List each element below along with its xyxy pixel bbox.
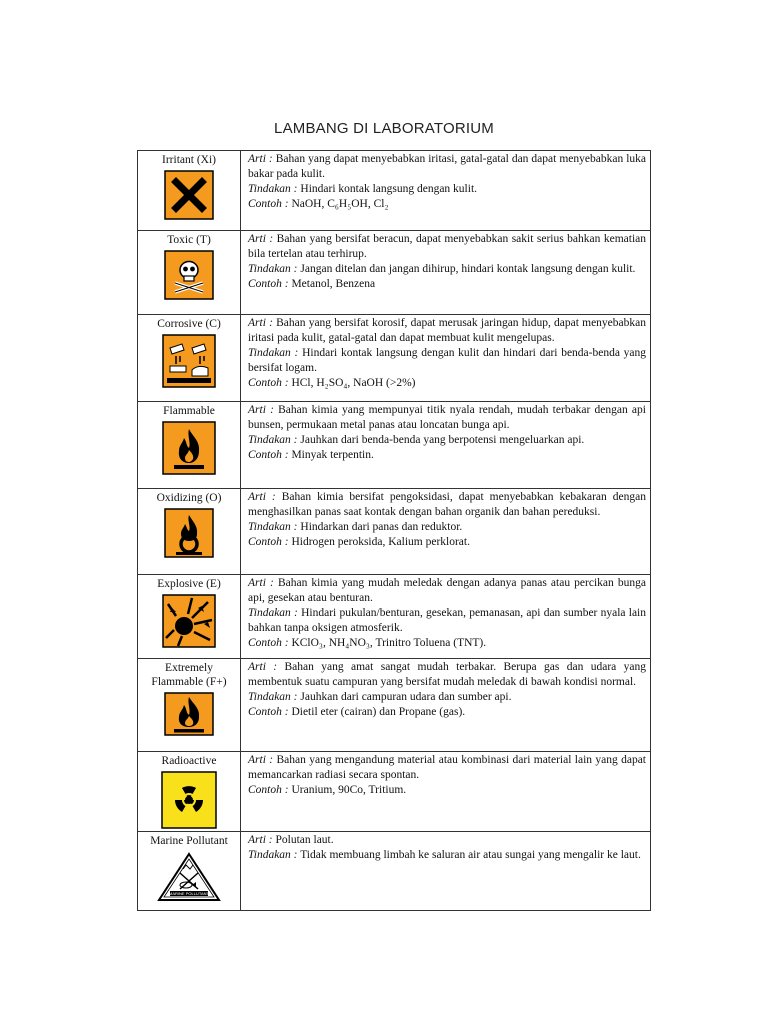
contoh-text: Hidrogen peroksida, Kalium perklorat. xyxy=(291,536,470,548)
arti-text: Bahan kimia yang mempunyai titik nyala rendah, mudah terbakar dengan api bunsen, permukaan metal panas atau loncatan bunga api. xyxy=(248,404,646,431)
tindakan-text: Hindari pukulan/benturan, gesekan, pemanasan, api dan sumber nyala lain bahkan tanpa oksigen atmosferik. xyxy=(248,607,646,634)
symbol-name: Oxidizing (O) xyxy=(156,492,222,504)
contoh-text: Uranium, 90Co, Tritium. xyxy=(291,784,407,796)
arti-label: Arti : xyxy=(248,577,274,589)
contoh-text: Metanol, Benzena xyxy=(291,278,376,290)
tindakan-label: Tindakan : xyxy=(248,849,298,861)
tindakan-text: Jauhkan dari benda-benda yang berpotensi mengeluarkan api. xyxy=(300,434,585,446)
arti-label: Arti : xyxy=(248,153,273,165)
contoh-label: Contoh : xyxy=(248,706,289,718)
arti-text: Polutan laut. xyxy=(275,834,334,846)
arti-label: Arti : xyxy=(248,491,276,503)
contoh-text: Dietil eter (cairan) dan Propane (gas). xyxy=(291,706,466,718)
contoh-label: Contoh : xyxy=(248,198,289,210)
arti-text: Bahan yang dapat menyebabkan iritasi, gatal-gatal dan dapat menyebabkan luka bakar pada kulit. xyxy=(248,153,646,180)
symbol-name: Extremely Flammable (F+) xyxy=(151,662,227,688)
corrosive-icon xyxy=(162,334,216,388)
tindakan-label: Tindakan : xyxy=(248,521,298,533)
flame-over-circle-icon xyxy=(164,508,214,558)
radiation-trefoil-icon xyxy=(161,771,217,829)
tindakan-text: Jangan ditelan dan jangan dihirup, hindari kontak langsung dengan kulit. xyxy=(300,263,636,275)
contoh-text: Minyak terpentin. xyxy=(291,449,374,461)
marine-pollutant-caption: MARINE POLLUTANT xyxy=(169,891,209,896)
contoh-label: Contoh : xyxy=(248,536,289,548)
tindakan-text: Hindari kontak langsung dengan kulit dan hindari dari benda-benda yang bersifat logam. xyxy=(248,347,647,374)
symbol-name: Radioactive xyxy=(161,755,217,767)
arti-label: Arti : xyxy=(248,233,274,245)
contoh-label: Contoh : xyxy=(248,784,289,796)
table-row xyxy=(138,151,651,231)
arti-text: Bahan yang bersifat korosif, dapat merusak jaringan hidup, dapat menyebabkan iritasi pada kulit, gatal-gatal dan dapat membuat kulit mengelupas. xyxy=(248,317,646,344)
tindakan-label: Tindakan : xyxy=(248,347,299,359)
tindakan-text: Hindarkan dari panas dan reduktor. xyxy=(300,521,463,533)
symbol-name: Toxic (T) xyxy=(167,234,211,246)
tindakan-label: Tindakan : xyxy=(248,607,298,619)
arti-text: Bahan yang mengandung material atau kombinasi dari material lain yang dapat memancarkan radiasi secara spontan. xyxy=(248,754,647,781)
arti-label: Arti : xyxy=(248,404,274,416)
arti-text: Bahan kimia yang mudah meledak dengan adanya panas atau percikan bunga api, gesekan atau benturan. xyxy=(248,577,646,604)
arti-text: Bahan kimia bersifat pengoksidasi, dapat menyebabkan kebakaran dengan menghasilkan panas saat kontak dengan bahan organik dan bahan pereduksi. xyxy=(248,491,646,518)
tindakan-label: Tindakan : xyxy=(248,691,298,703)
table-row xyxy=(138,231,651,315)
contoh-text: HCl, H₂SO₄, NaOH (>2%) xyxy=(291,377,416,389)
arti-text: Bahan yang bersifat beracun, dapat menyebabkan sakit serius bahkan kematian bila tertelan atau terhirup. xyxy=(248,233,646,260)
flame-icon xyxy=(164,692,214,736)
hazard-symbol-table xyxy=(137,150,651,911)
table-row xyxy=(138,752,651,832)
table-row xyxy=(138,489,651,575)
tindakan-text: Jauhkan dari campuran udara dan sumber api. xyxy=(300,691,512,703)
symbol-name: Corrosive (C) xyxy=(157,318,221,330)
contoh-label: Contoh : xyxy=(248,377,289,389)
tindakan-label: Tindakan : xyxy=(248,263,298,275)
tindakan-text: Tidak membuang limbah ke saluran air atau sungai yang mengalir ke laut. xyxy=(300,849,641,861)
symbol-name: Marine Pollutant xyxy=(150,835,228,847)
exploding-bomb-icon xyxy=(162,594,216,648)
table-row xyxy=(138,402,651,489)
symbol-name: Explosive (E) xyxy=(157,578,221,590)
contoh-text: NaOH, C₆H₅OH, Cl₂ xyxy=(291,198,389,210)
table-row xyxy=(138,659,651,752)
symbol-name: Irritant (Xi) xyxy=(162,154,216,166)
tindakan-label: Tindakan : xyxy=(248,183,298,195)
symbol-name: Flammable xyxy=(163,405,215,417)
table-row xyxy=(138,832,651,911)
contoh-label: Contoh : xyxy=(248,449,289,461)
irritant-x-icon xyxy=(164,170,214,220)
marine-pollutant-icon xyxy=(156,851,222,903)
page-title: LAMBANG DI LABORATORIUM xyxy=(274,120,494,137)
table-row xyxy=(138,315,651,402)
table-row xyxy=(138,575,651,659)
arti-label: Arti : xyxy=(248,317,273,329)
contoh-text: KClO₃, NH₄NO₃, Trinitro Toluena (TNT). xyxy=(291,637,487,649)
tindakan-label: Tindakan : xyxy=(248,434,298,446)
flame-icon xyxy=(162,421,216,475)
arti-label: Arti : xyxy=(248,661,278,673)
tindakan-text: Hindari kontak langsung dengan kulit. xyxy=(300,183,478,195)
contoh-label: Contoh : xyxy=(248,637,289,649)
contoh-label: Contoh : xyxy=(248,278,289,290)
skull-crossbones-icon xyxy=(164,250,214,300)
arti-label: Arti : xyxy=(248,754,274,766)
arti-label: Arti : xyxy=(248,834,273,846)
arti-text: Bahan yang amat sangat mudah terbakar. Berupa gas dan udara yang membentuk suatu campuran yang bersifat mudah meledak di bawah kondisi normal. xyxy=(248,661,647,688)
